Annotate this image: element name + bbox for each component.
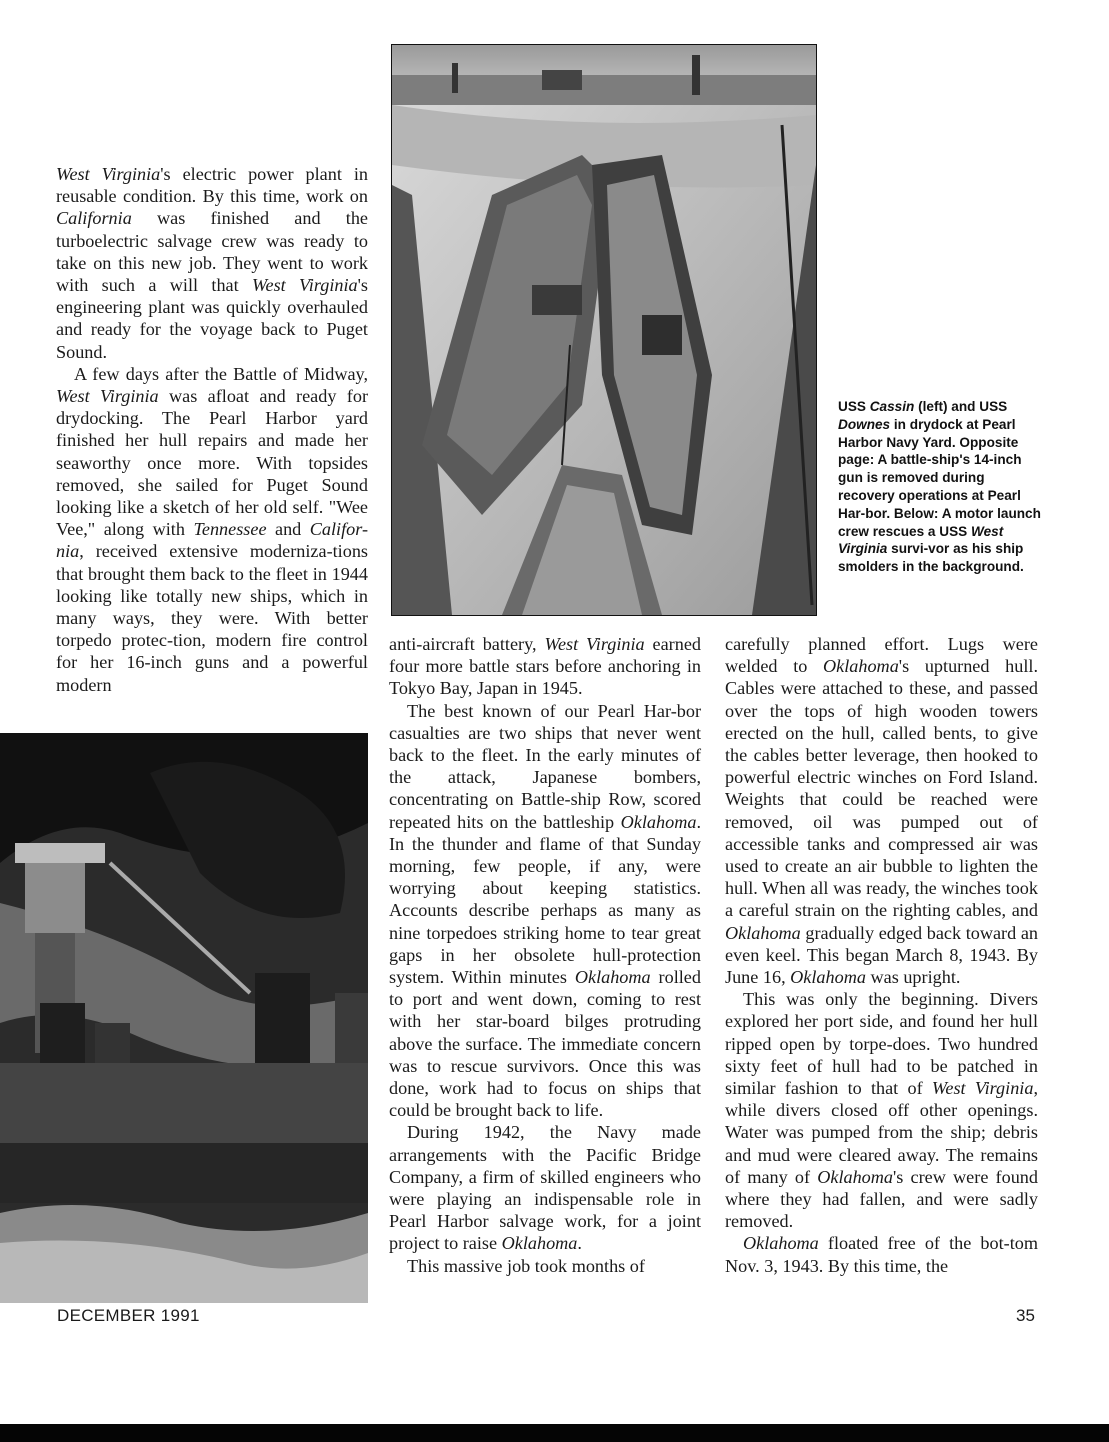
- drydock-photo: [391, 44, 817, 616]
- drydock-photo-art: [392, 45, 816, 615]
- paragraph: Oklahoma floated free of the bot-tom Nov. 3, 1943. By this time, the: [725, 1233, 1038, 1276]
- battleship-photo: [0, 733, 368, 1303]
- paragraph: The best known of our Pearl Har-bor casualties are two ships that never went back to the fleet. In the early minutes of the attack, Japanese bombers, concentrating on Battle-ship Row, scored repeated hits on the battleship Oklahoma. In the thunder and flame of that Sunday morning, few people, if any, were worrying about keeping statistics. Accounts describe perhaps as many as nine torpedoes striking home to tear great gaps in her obsolete hull-protection system. Within minutes Oklahoma rolled to port and went down, coming to rest with her star-board bilges protruding above the surface. The immediate concern was to rescue survivors. Once this was done, work had to focus on ships that could be brought back to life.: [389, 700, 701, 1121]
- article-column-2: [389, 633, 701, 1277]
- paragraph: This massive job took months of: [407, 1255, 645, 1276]
- paragraph: A few days after the Battle of Midway, West Virginia was afloat and ready for drydocking. The Pearl Harbor yard finished her hull repairs and made her seaworthy once more. With topsides removed, she sailed for Puget Sound looking like a sketch of her old self. "Wee Vee," along with Tennessee and Califor-nia, received extensive moderniza-tions that brought them back to the fleet in 1944 looking like totally new ships, which in many ways, they were. With better torpedo protec-tion, modern fire control for her 16-inch guns and a powerful modern: [56, 363, 368, 695]
- article-column-1: [56, 163, 368, 696]
- battleship-photo-art: [0, 733, 368, 1303]
- paragraph: West Virginia's electric power plant in reusable condition. By this time, work on California was finished and the turboelectric salvage crew was ready to take on this new job. They went to work with such a will that West Virginia's engineering plant was quickly overhauled and ready for the voyage back to Puget Sound.: [56, 164, 368, 362]
- article-column-3: [725, 633, 1038, 1277]
- paragraph: carefully planned effort. Lugs were welded to Oklahoma's upturned hull. Cables were attached to these, and passed over the tops of high wooden towers erected on the hull, called bents, to give the cables better leverage, then hooked to powerful electric winches on Ford Island. Weights that could be reached were removed, oil was pumped out of accessible tanks and compressed air was used to create an air bubble to lighten the hull. When all was ready, the winches took a careful strain on the righting cables, and Oklahoma gradually edged back toward an even keel. This began March 8, 1943. By June 16, Oklahoma was upright.: [725, 634, 1038, 988]
- paragraph: This was only the beginning. Divers explored her port side, and found her hull ripped open by torpe-does. Two hundred sixty feet of hull had to be patched in similar fashion to that of West Virginia, while divers closed off other openings. Water was pumped from the ship; debris and mud were cleared away. The remains of many of Oklahoma's crew were found where they had fallen, and were sadly removed.: [725, 989, 1038, 1232]
- photo-caption: USS Cassin (left) and USS Downes in drydock at Pearl Harbor Navy Yard. Opposite page: A battle-ship's 14-inch gun is removed during recovery operations at Pearl Har-bor. Below: A motor launch crew rescues a USS West Virginia survi-vor as his ship smolders in the background.: [838, 399, 1041, 575]
- issue-date: DECEMBER 1991: [57, 1306, 200, 1325]
- scan-edge: [0, 1424, 1109, 1442]
- paragraph: During 1942, the Navy made arrangements with the Pacific Bridge Company, a firm of skilled engineers who were playing an indispensable role in Pearl Harbor salvage work, for a joint project to raise Oklahoma.: [389, 1122, 701, 1254]
- page-number: 35: [1016, 1306, 1035, 1325]
- paragraph: anti-aircraft battery, West Virginia earned four more battle stars before anchoring in Tokyo Bay, Japan in 1945.: [389, 634, 701, 699]
